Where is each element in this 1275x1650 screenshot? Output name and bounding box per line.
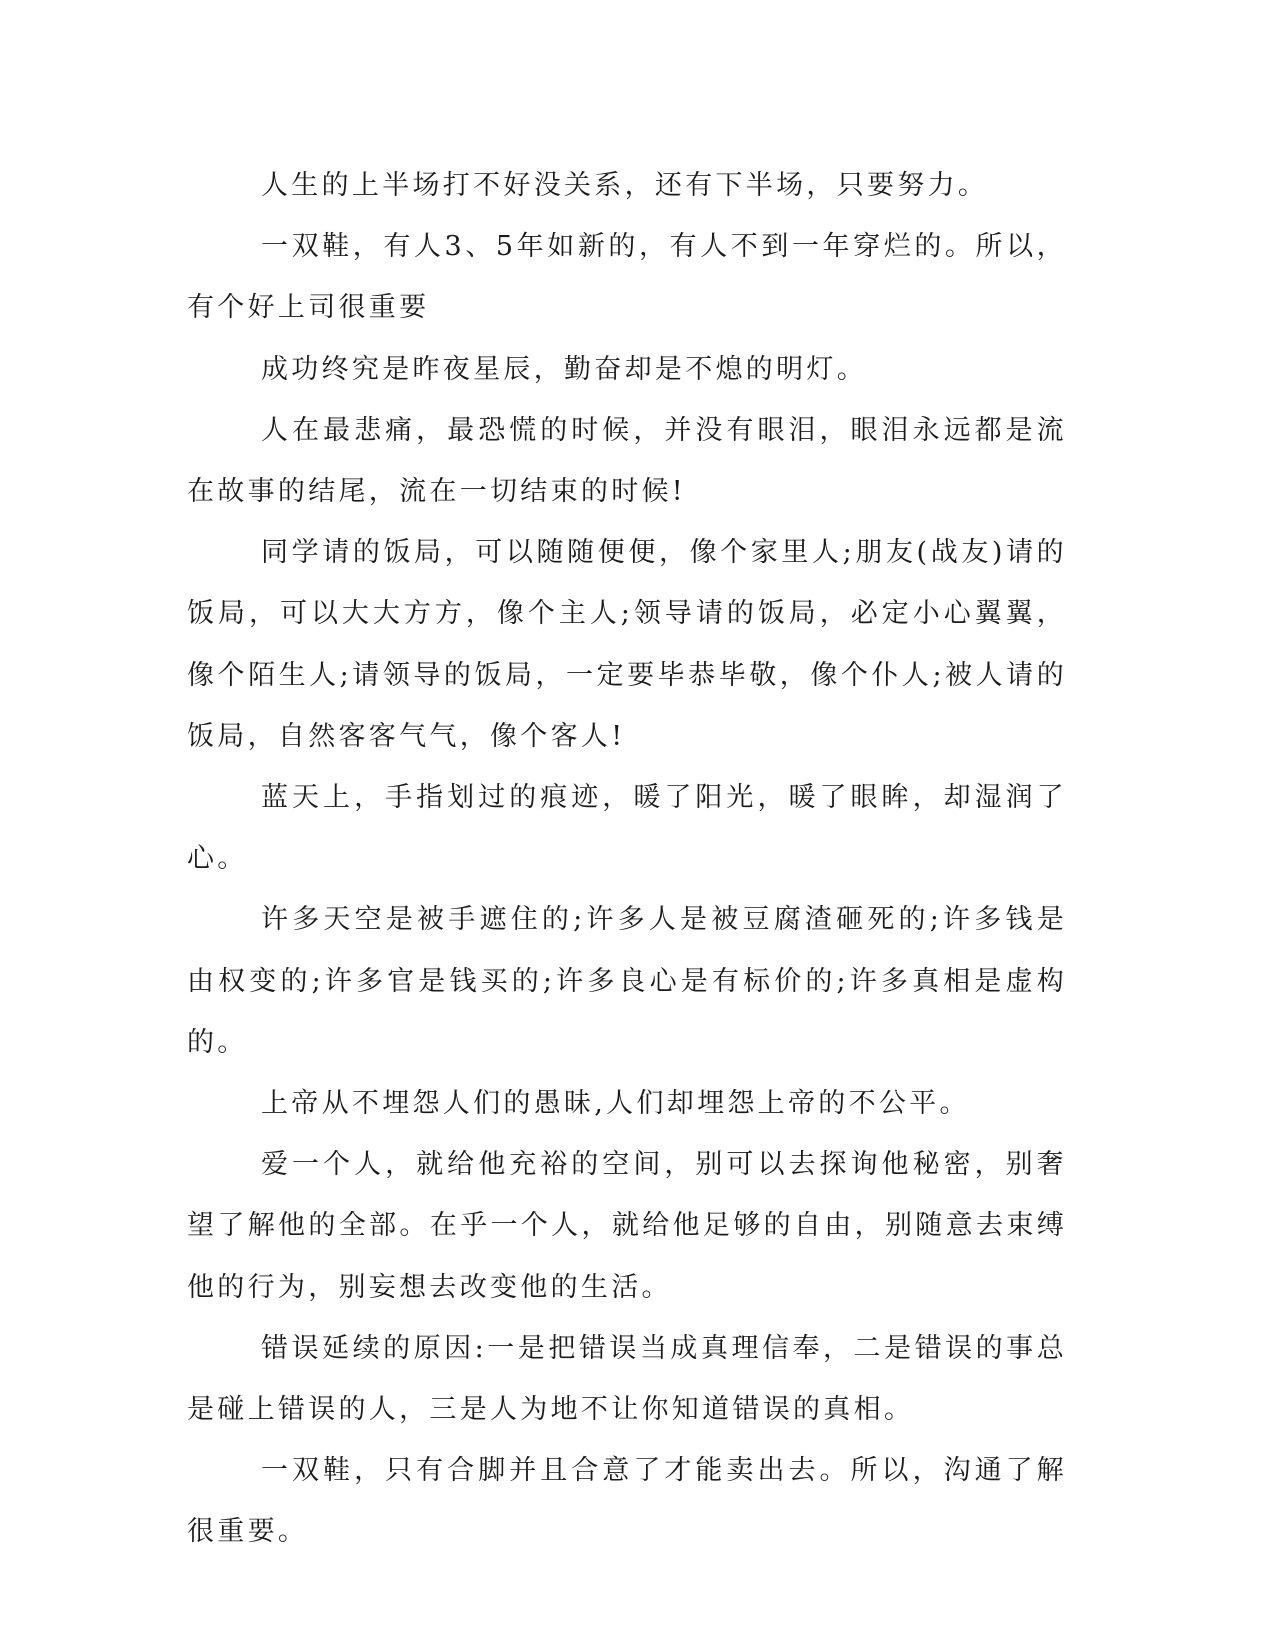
paragraph: 爱一个人，就给他充裕的空间，别可以去探询他秘密，别奢望了解他的全部。在乎一个人，就给他足够的自由，别随意去束缚他的行为，别妄想去改变他的生活。 bbox=[187, 1149, 1067, 1303]
paragraph: 蓝天上，手指划过的痕迹，暖了阳光，暖了眼眸，却湿润了心。 bbox=[187, 782, 1067, 875]
paragraph: 同学请的饭局，可以随随便便，像个家里人;朋友(战友)请的饭局，可以大大方方，像个主人;领导请的饭局，必定小心翼翼，像个陌生人;请领导的饭局，一定要毕恭毕敬，像个仆人;被人请的饭局，自然客客气气，像个客人! bbox=[187, 537, 1067, 752]
paragraph: 许多天空是被手遮住的;许多人是被豆腐渣砸死的;许多钱是由权变的;许多官是钱买的;许多良心是有标价的;许多真相是虚构的。 bbox=[187, 904, 1067, 1058]
paragraph: 错误延续的原因:一是把错误当成真理信奉，二是错误的事总是碰上错误的人，三是人为地不让你知道错误的真相。 bbox=[187, 1332, 1067, 1426]
paragraph: 一双鞋，只有合脚并且合意了才能卖出去。所以，沟通了解很重要。 bbox=[187, 1455, 1067, 1548]
paragraph: 上帝从不埋怨人们的愚昧,人们却埋怨上帝的不公平。 bbox=[261, 1088, 970, 1120]
paragraph: 人在最悲痛，最恐慌的时候，并没有眼泪，眼泪永远都是流在故事的结尾，流在一切结束的时候! bbox=[187, 414, 1067, 508]
document-body bbox=[187, 155, 1067, 1563]
paragraph: 一双鞋，有人3、5年如新的，有人不到一年穿烂的。所以，有个好上司很重要 bbox=[187, 231, 1067, 324]
paragraph: 成功终究是昨夜星辰，勤奋却是不熄的明灯。 bbox=[261, 353, 867, 385]
paragraph: 人生的上半场打不好没关系，还有下半场，只要努力。 bbox=[261, 170, 989, 201]
